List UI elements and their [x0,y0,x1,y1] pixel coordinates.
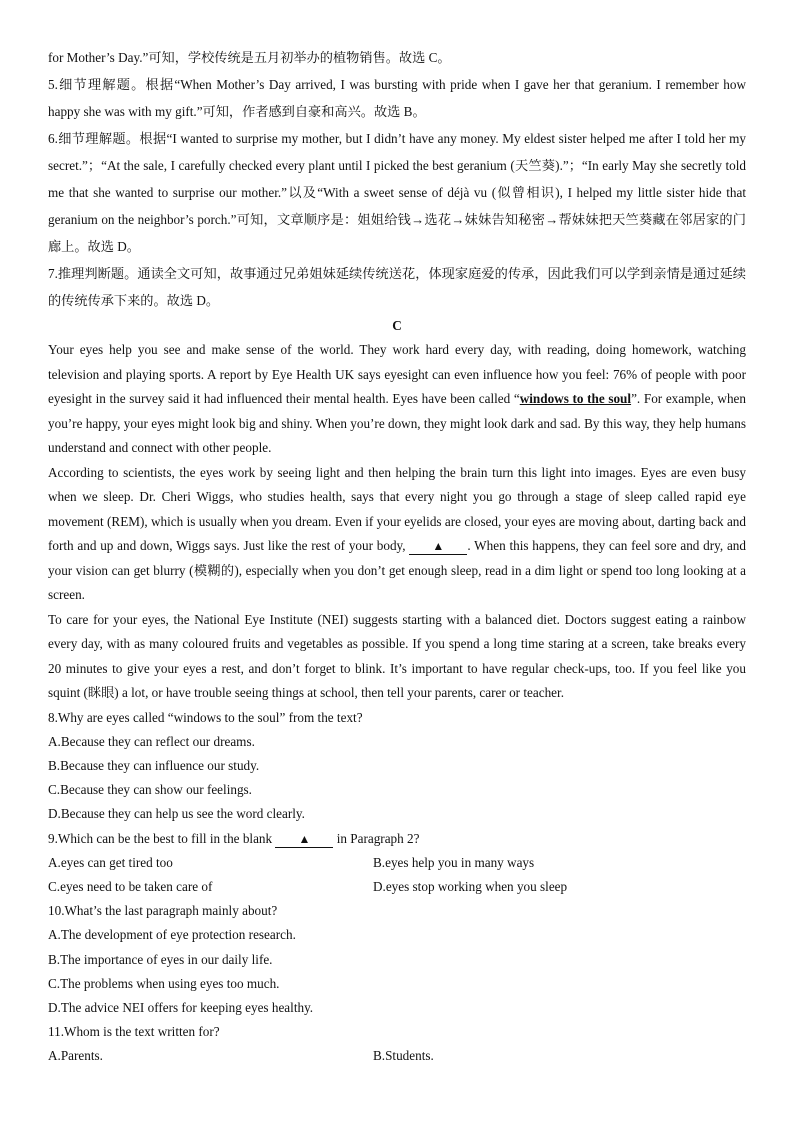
options-row-1 [48,851,746,875]
question-stem: 11.Whom is the text written for? [48,1024,220,1040]
emphasized-phrase: windows to the soul [519,391,632,406]
explanation-q6: 6.细节理解题。根据“I wanted to surprise my mother, but I didn’t have any money. My eldest sister helped me after I told her my secret.”；“At the sale, I carefully checked every plant until I picked the best geranium (天竺葵).”；“In early May she secretly told me that she wanted to surprise our mother.”以及“With a sweet sense of déjà vu (似曾相识), I helped my little sister hide that geranium on the neighbor’s porch.”可知，文章顺序是：姐姐给钱→选花→妹妹告知秘密→帮妹妹把天竺葵藏在邻居家的门廊上。故选 D。 [48,131,746,254]
option-b: B.Because they can influence our study. [48,757,260,773]
explanation-line: for Mother’s Day.”可知，学校传统是五月初举办的植物销售。故选 C。 [48,50,451,65]
question-8 [48,706,746,827]
option-d: D.The advice NEI offers for keeping eyes healthy. [48,999,314,1015]
option-a: A.Because they can reflect our dreams. [48,733,255,749]
paragraph-1-text-a: Your eyes help you see and make sense of the world. They work hard every day, with reading, doing homework, watching television and playing sports. A report by Eye Health UK says eyesight can even influence how you feel: 76% of people with poor eyesight in the survey said it had influenced their mental health. Eyes have been called “ [48,342,746,406]
option-b: B.Students. [373,1048,434,1064]
paragraph-1 [48,338,746,461]
explanation-q7: 7.推理判断题。通读全文可知，故事通过兄弟姐妹延续传统送花，体现家庭爱的传承，因此我们可以学到亲情是通过延续的传统传承下来的。故选 D。 [48,266,746,308]
question-10 [48,899,746,1020]
paragraph-2 [48,461,746,608]
explanation-q5: 5.细节理解题。根据“When Mother’s Day arrived, I was bursting with pride when I gave her that geranium. I remember how happy she was with my gift.”可知，作者感到自豪和高兴。故选 B。 [48,77,746,119]
option-d: D.Because they can help us see the word clearly. [48,806,305,822]
option-a: A.eyes can get tired too [48,854,173,870]
option-b: B.eyes help you in many ways [373,854,535,870]
fill-in-blank: ▲ [409,538,467,555]
question-stem-text-a: 9.Which can be the best to fill in the blank [48,830,276,846]
option-c: C.The problems when using eyes too much. [48,975,280,991]
option-a: A.The development of eye protection research. [48,927,296,943]
section-title: C [392,318,402,333]
paragraph-3: To care for your eyes, the National Eye Institute (NEI) suggests starting with a balanced diet. Doctors suggest eating a rainbow every day, with as many coloured fruits and vegetables as possible. If you spend a long time staring at a screen, take breaks every 20 minutes to give your eyes a rest, and don’t forget to blink. It’s important to have regular check-ups, too. If you feel like you squint (眯眼) a lot, or have trouble seeing things at school, then tell your parents, carer or teacher. [48,611,746,700]
option-c: C.eyes need to be taken care of [48,878,213,894]
paragraph-2-text-b: . When this happens, they can feel sore and dry, and your vision can get blurry (模糊的), especially when you don’t get enough sleep, read in a dim light or spend too long looking at a screen. [48,538,746,602]
question-stem: 8.Why are eyes called “windows to the soul” from the text? [48,709,363,725]
option-b: B.The importance of eyes in our daily life. [48,951,273,967]
options-row-2 [48,875,746,899]
question-9 [48,827,746,900]
fill-in-blank: ▲ [275,831,333,848]
option-c: C.Because they can show our feelings. [48,782,252,798]
paragraph-2-text-a: According to scientists, the eyes work by seeing light and then helping the brain turn this light into images. Eyes are even busy when we sleep. Dr. Cheri Wiggs, who studies health, says that every night you go through a stage of sleep called rapid eye movement (REM), which is usually when you dream. Even if your eyelids are closed, your eyes are moving about, darting back and forth and up and down, Wiggs says. Just like the rest of your body, [48,464,746,553]
option-d: D.eyes stop working when you sleep [373,878,568,894]
question-stem-text-b: in Paragraph 2? [333,830,420,846]
option-a: A.Parents. [48,1048,103,1064]
question-stem [48,827,746,851]
passage-c [48,338,746,706]
question-11 [48,1020,746,1068]
options-row-1 [48,1044,746,1068]
paragraph-1-text-b: ”. For example, when you’re happy, your eyes might look big and shiny. When you’re down, they might look dark and sad. By this way, they help humans understand and connect with other people. [48,391,746,455]
question-stem: 10.What’s the last paragraph mainly about? [48,903,278,919]
answer-explanations [48,44,746,314]
